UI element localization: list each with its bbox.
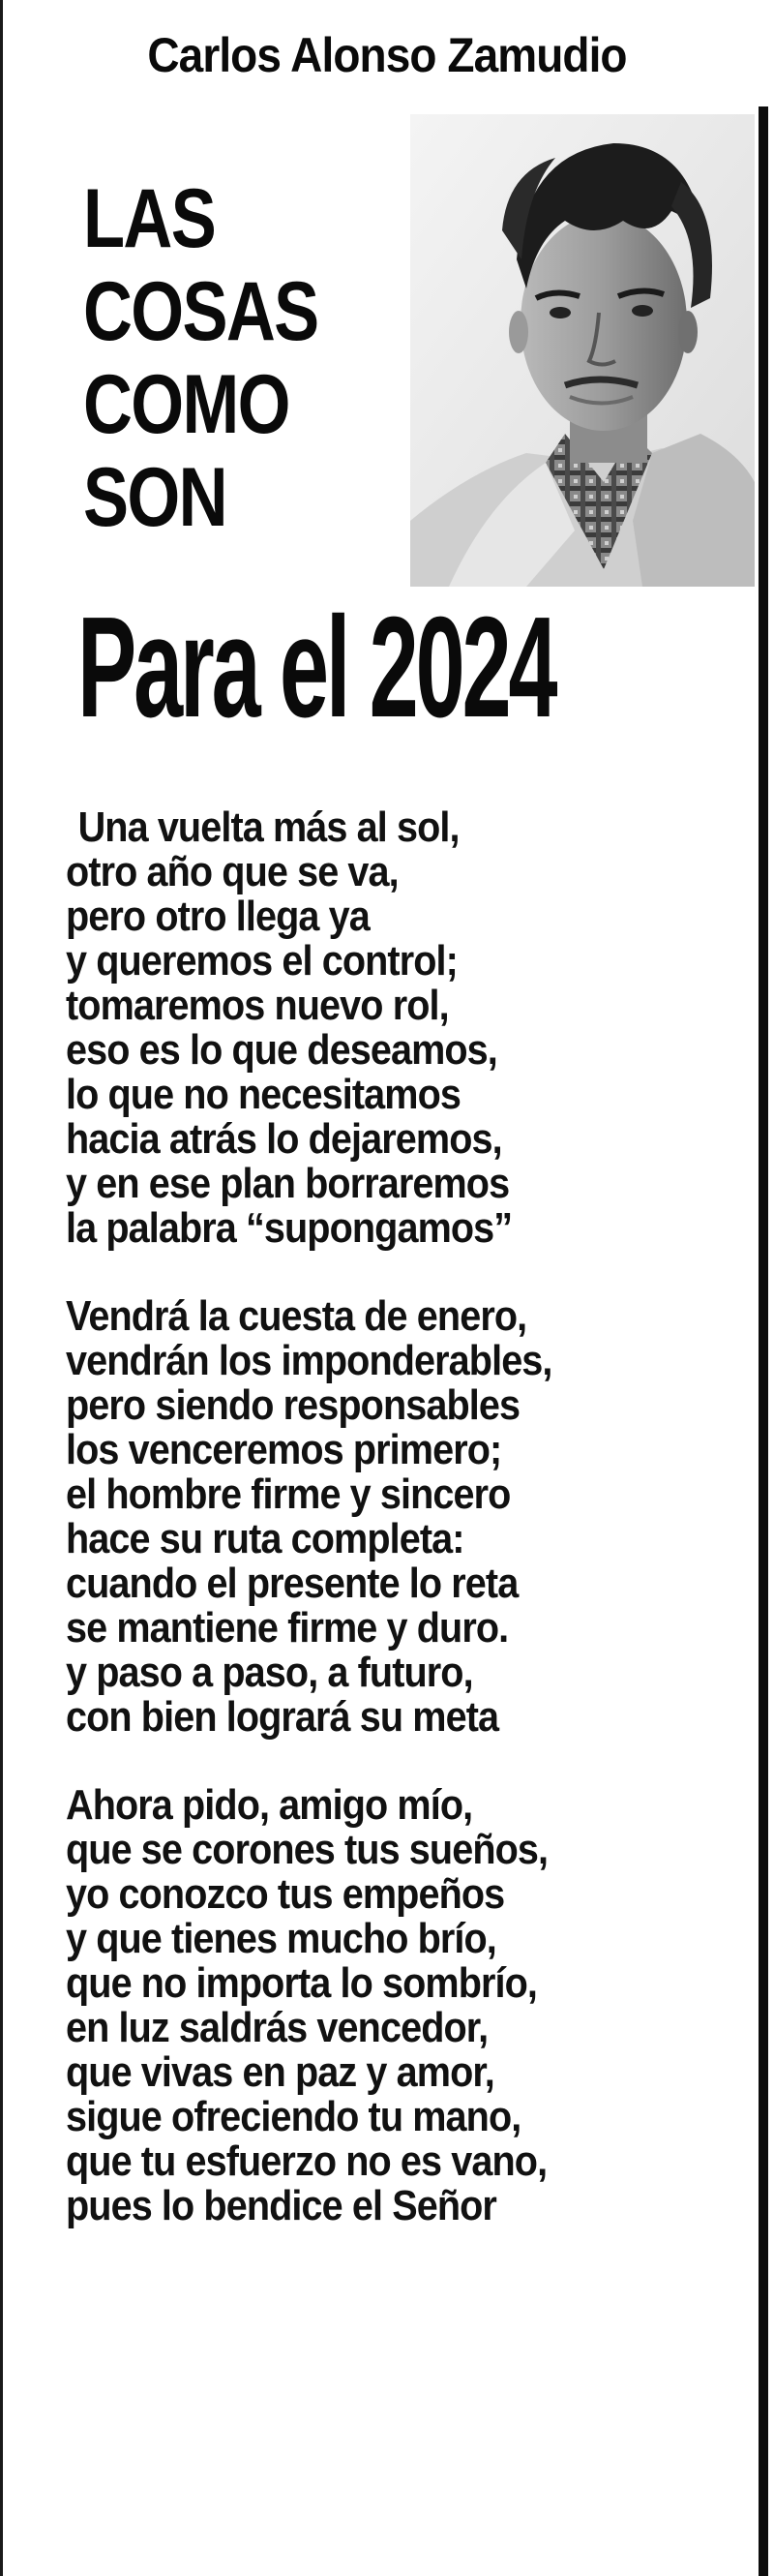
poem-line: eso es lo que deseamos, xyxy=(66,1026,497,1074)
column-name-line: SON xyxy=(83,451,226,544)
poem-line: pero otro llega ya xyxy=(66,893,370,940)
stanza xyxy=(66,1294,743,1740)
column-name-line: LAS xyxy=(83,172,216,265)
author-portrait xyxy=(410,114,755,587)
poem-line: que tu esfuerzo no es vano, xyxy=(66,2137,548,2185)
column-name xyxy=(83,172,318,544)
right-column-rule xyxy=(759,106,768,2576)
poem-line: la palabra “supongamos” xyxy=(66,1204,513,1252)
poem-line: vendrán los imponderables, xyxy=(66,1337,552,1384)
poem-line: que vivas en paz y amor, xyxy=(66,2048,494,2096)
poem-line: cuando el presente lo reta xyxy=(66,1560,519,1607)
column-name-line: COSAS xyxy=(83,265,318,358)
poem-line: pero siendo responsables xyxy=(66,1381,521,1429)
poem-line: que no importa lo sombrío, xyxy=(66,1959,538,2007)
poem-line: el hombre firme y sincero xyxy=(66,1470,511,1518)
poem-line: Ahora pido, amigo mío, xyxy=(66,1781,473,1829)
poem-line: Vendrá la cuesta de enero, xyxy=(66,1292,527,1340)
poem-line: pues lo bendice el Señor xyxy=(66,2182,496,2229)
poem-line: y queremos el control; xyxy=(66,937,458,985)
column-name-line: COMO xyxy=(83,358,289,451)
poem-line: y en ese plan borraremos xyxy=(66,1160,510,1207)
poem-line: con bien logrará su meta xyxy=(66,1693,499,1741)
poem-line: en luz saldrás vencedor, xyxy=(66,2004,489,2051)
poem-line: lo que no necesitamos xyxy=(66,1071,461,1118)
poem-line: sigue ofreciendo tu mano, xyxy=(66,2093,521,2140)
poem-line: hace su ruta completa: xyxy=(66,1515,464,1562)
poem-line: se mantiene firme y duro. xyxy=(66,1604,509,1652)
poem-line: que se corones tus sueños, xyxy=(66,1826,549,1873)
poem-line: y que tienes mucho brío, xyxy=(66,1915,496,1962)
poem-title: Para el 2024 xyxy=(77,588,555,747)
author-byline: Carlos Alonso Zamudio xyxy=(147,28,627,82)
poem-line: los venceremos primero; xyxy=(66,1426,502,1473)
poem-line: tomaremos nuevo rol, xyxy=(66,982,449,1029)
poem-line: otro año que se va, xyxy=(66,848,399,895)
stanza xyxy=(66,1783,743,2228)
stanza xyxy=(66,805,743,1251)
poem-line: yo conozco tus empeños xyxy=(66,1870,505,1918)
poem-body xyxy=(66,805,743,2272)
poem-line: y paso a paso, a futuro, xyxy=(66,1649,473,1696)
poem-line: hacia atrás lo dejaremos, xyxy=(66,1115,502,1163)
left-border-rule xyxy=(0,0,3,2576)
poem-line: Una vuelta más al sol, xyxy=(77,803,460,851)
